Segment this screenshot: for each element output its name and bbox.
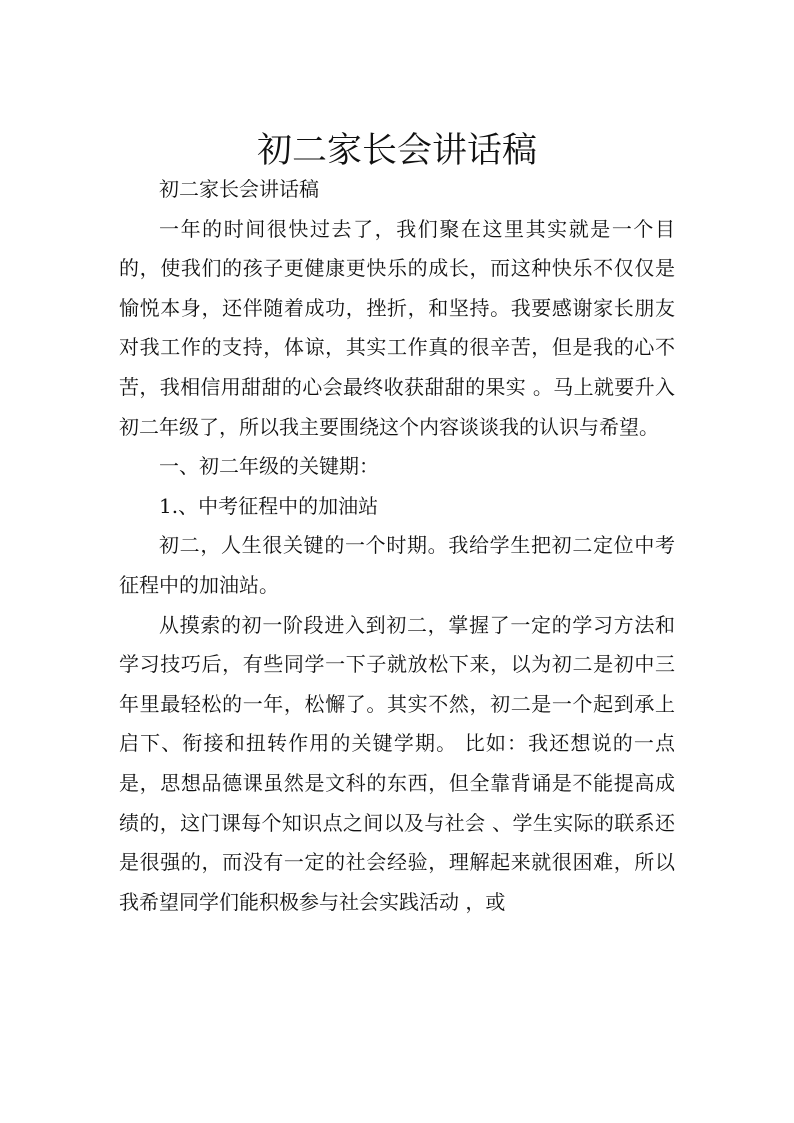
document-body — [119, 170, 675, 922]
paragraph: 初二，人生很关键的一个时期。我给学生把初二定位中考征程中的加油站。 — [119, 533, 675, 597]
paragraph-subtitle: 初二家长会讲话稿 — [159, 177, 319, 201]
section-heading: 一、初二年级的关键期： — [159, 454, 379, 479]
paragraph: 从摸索的初一阶段进入到初二，掌握了一定的学习方法和学习技巧后，有些同学一下子就放松下来，以为初二是初中三年里最轻松的一年，松懈了。其实不然，初二是一个起到承上启下、衔接和扭转作用的关键学期。 比如：我还想说的一点是，思想品德课虽然是文科的东西，但全靠背诵是不能提高成绩的，这门课每个知识点之间以及与社会 、学生实际的联系还是很强的，而没有一定的社会经验，理解起来就很困难，所以我希望同学们能积极参与社会实践活动 ，或 — [119, 612, 675, 914]
paragraph-intro: 一年的时间很快过去了，我们聚在这里其实就是一个目的，使我们的孩子更健康更快乐的成长，而这种快乐不仅仅是愉悦本身，还伴随着成功，挫折，和坚持。我要感谢家长朋友对我工作的支持，体谅，其实工作真的很辛苦，但是我的心不苦，我相信用甜甜的心会最终收获甜甜的果实 。马上就要升入初二年级了，所以我主要围绕这个内容谈谈我的认识与希望。 — [119, 216, 675, 439]
subsection-heading: 1.、中考征程中的加油站 — [159, 493, 379, 518]
document-title: 初二家长会讲话稿 — [256, 131, 537, 172]
